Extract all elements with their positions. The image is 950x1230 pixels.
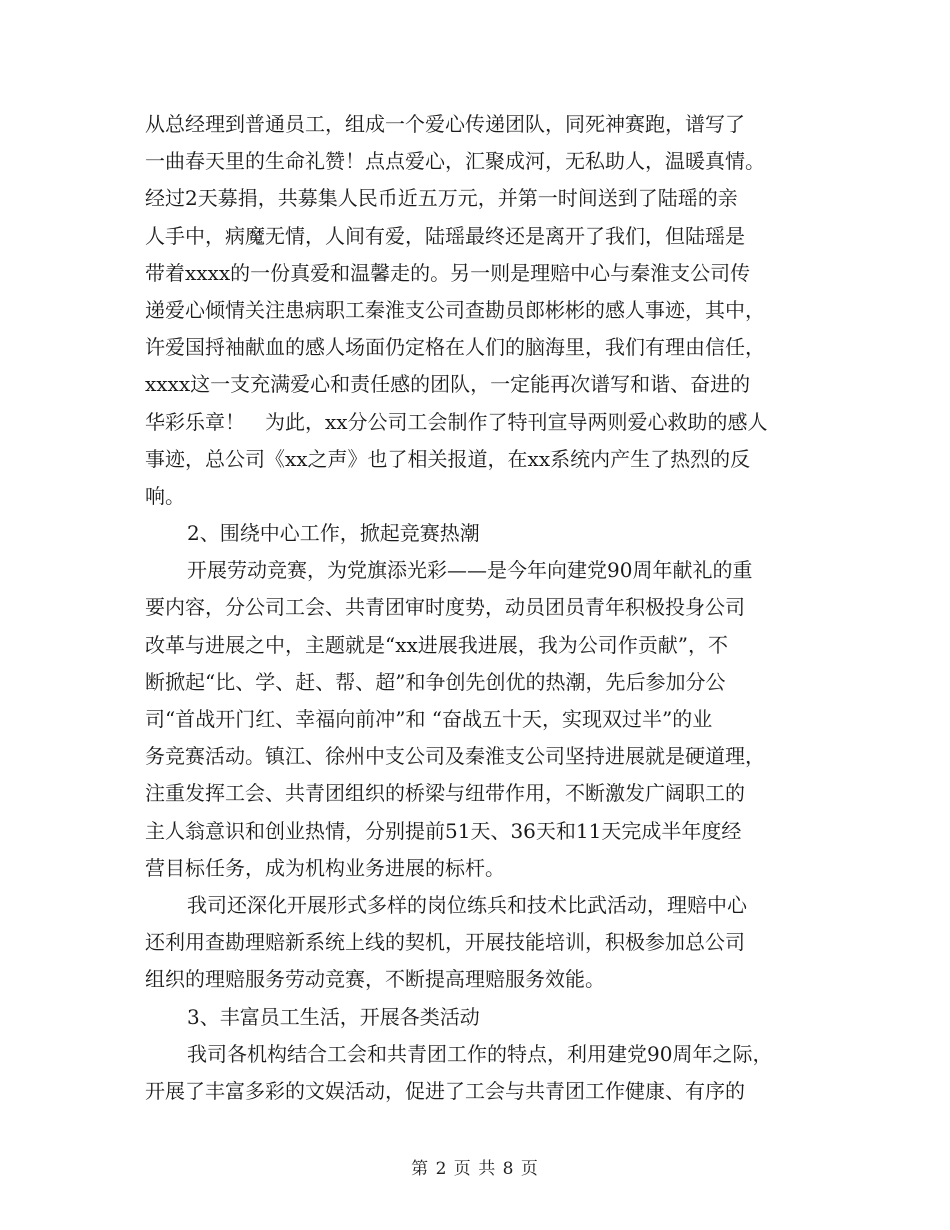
text-line: 华彩乐章！ 为此，xx分公司工会制作了特刊宣导两则爱心救助的感人 bbox=[145, 409, 768, 434]
text-line: 还利用查勘理赔新系统上线的契机，开展技能培训，积极参加总公司 bbox=[145, 930, 745, 955]
text-line: 递爱心倾情关注患病职工秦淮支公司查勘员郎彬彬的感人事迹，其中， bbox=[145, 297, 765, 322]
text-line: 组织的理赔服务劳动竞赛，不断提高理赔服务效能。 bbox=[145, 967, 605, 992]
text-line: 主人翁意识和创业热情，分别提前51天、36天和11天完成半年度经 bbox=[145, 818, 742, 843]
text-line: 注重发挥工会、共青团组织的桥梁与纽带作用，不断激发广阔职工的 bbox=[145, 781, 745, 806]
paragraph-start-line: 开展劳动竞赛，为党旗添光彩——是今年向建党90周年献礼的重 bbox=[187, 558, 753, 583]
text-line: 许爱国捋袖献血的感人场面仍定格在人们的脑海里，我们有理由信任， bbox=[145, 335, 765, 360]
text-line: 响。 bbox=[145, 483, 185, 508]
paragraph-start-line: 我司还深化开展形式多样的岗位练兵和技术比武活动，理赔中心 bbox=[187, 892, 747, 917]
text-line: 要内容，分公司工会、共青团审时度势，动员团员青年积极投身公司 bbox=[145, 595, 745, 620]
text-line: xxxx这一支充满爱心和责任感的团队，一定能再次谱写和谐、奋进的 bbox=[145, 372, 751, 397]
text-line: 改革与进展之中，主题就是“xx进展我进展，我为公司作贡献”，不 bbox=[145, 632, 729, 657]
text-line: 事迹，总公司《xx之声》也了相关报道，在xx系统内产生了热烈的反 bbox=[145, 446, 751, 471]
text-line: 经过2天募捐，共募集人民币近五万元，并第一时间送到了陆瑶的亲 bbox=[145, 186, 738, 211]
text-line: 务竞赛活动。镇江、徐州中支公司及秦淮支公司坚持进展就是硬道理， bbox=[145, 744, 765, 769]
text-line: 断掀起“比、学、赶、帮、超”和争创先创优的热潮，先后参加分公 bbox=[145, 669, 726, 694]
text-line: 人手中，病魔无情，人间有爱，陆瑶最终还是离开了我们，但陆瑶是 bbox=[145, 223, 745, 248]
text-line: 开展了丰富多彩的文娱活动，促进了工会与共青团工作健康、有序的 bbox=[145, 1078, 745, 1103]
text-line: 营目标任务，成为机构业务进展的标杆。 bbox=[145, 855, 505, 880]
section-heading: 3、丰富员工生活，开展各类活动 bbox=[187, 1004, 480, 1029]
text-line: 从总经理到普通员工，组成一个爱心传递团队，同死神赛跑，谱写了 bbox=[145, 112, 745, 136]
page-number-footer: 第 2 页 共 8 页 bbox=[411, 1159, 539, 1179]
text-line: 司“首战开门红、幸福向前冲”和 “奋战五十天，实现双过半”的业 bbox=[145, 707, 713, 731]
section-heading: 2、围绕中心工作，掀起竞赛热潮 bbox=[187, 521, 480, 546]
paragraph-start-line: 我司各机构结合工会和共青团工作的特点，利用建党90周年之际， bbox=[187, 1041, 773, 1066]
document-body bbox=[145, 106, 817, 1110]
text-line: 带着xxxx的一份真爱和温馨走的。另一则是理赔中心与秦淮支公司传 bbox=[145, 260, 751, 285]
text-line: 一曲春天里的生命礼赞！点点爱心，汇聚成河，无私助人，温暖真情。 bbox=[145, 149, 765, 174]
